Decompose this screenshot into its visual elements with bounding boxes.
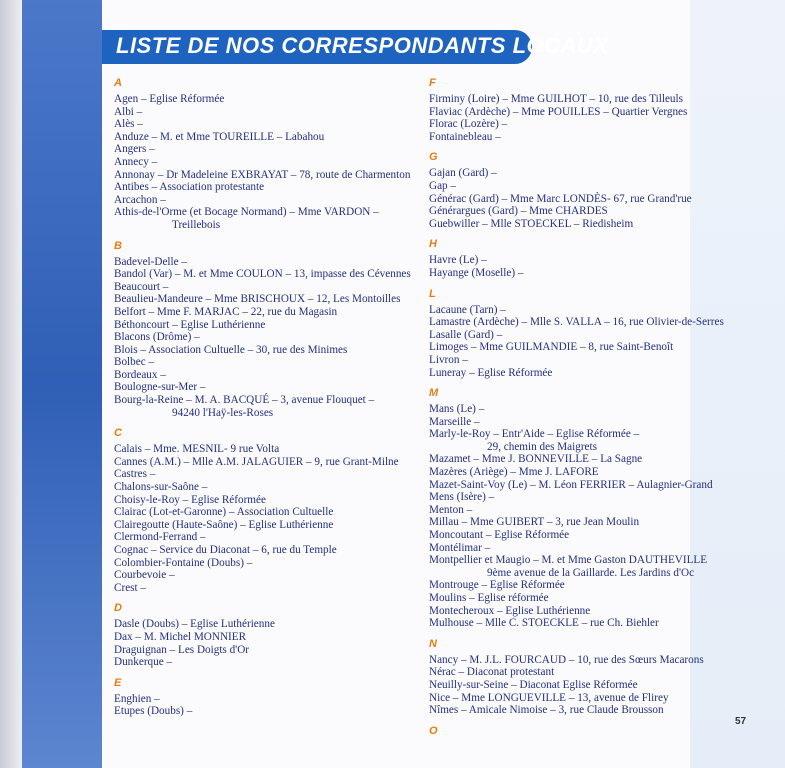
- correspondent-entry-continuation: Treillebois: [172, 218, 221, 231]
- correspondent-entry: Montecheroux – Eglise Luthérienne: [429, 604, 591, 617]
- correspondent-entry: Blois – Association Cultuelle – 30, rue des Minimes: [114, 343, 348, 356]
- page-title: LISTE DE NOS CORRESPONDANTS LOCAUX: [116, 33, 609, 58]
- correspondent-entry: Angers –: [114, 143, 155, 156]
- correspondent-entry: Chalons-sur-Saône –: [114, 481, 208, 494]
- correspondent-entry: Hayange (Moselle) –: [429, 266, 524, 279]
- correspondent-entry: Annecy –: [114, 155, 158, 168]
- correspondent-entry: Beaucourt –: [114, 280, 169, 293]
- correspondent-entry: Clermond-Ferrand –: [114, 531, 206, 544]
- correspondent-entry-continuation: 29, chemin des Maigrets: [487, 440, 597, 453]
- section-letter: M: [429, 387, 439, 400]
- correspondent-entry: Mulhouse – Mlle C. STOECKLE – rue Ch. Biehler: [429, 617, 659, 630]
- section-letter: N: [429, 637, 437, 650]
- correspondent-entry: Beaulieu-Mandeure – Mme BRISCHOUX – 12, Les Montoilles: [114, 293, 401, 306]
- correspondent-entry: Arcachon –: [114, 193, 166, 206]
- section-letter: E: [114, 676, 122, 689]
- correspondent-entry: Alès –: [114, 118, 143, 131]
- correspondent-entry: Montélimar –: [429, 541, 491, 554]
- correspondent-entry: Millau – Mme GUIBERT – 3, rue Jean Moulin: [429, 516, 640, 529]
- page-number: 57: [735, 716, 747, 727]
- section-letter: B: [114, 239, 122, 252]
- left-column: [114, 77, 414, 718]
- correspondent-entry: Lamastre (Ardèche) – Mlle S. VALLA – 16, rue Olivier-de-Serres: [429, 316, 724, 329]
- correspondent-entry: Enghien –: [114, 692, 160, 705]
- correspondent-entry: Bandol (Var) – M. et Mme COULON – 13, impasse des Cévennes: [114, 268, 411, 281]
- section-letter: L: [429, 287, 436, 300]
- correspondent-entry: Boulogne-sur-Mer –: [114, 381, 206, 394]
- section-letter: F: [429, 77, 436, 89]
- correspondent-entry: Nérac – Diaconat protestant: [429, 666, 555, 679]
- correspondent-entry: Montrouge – Eglise Réformée: [429, 579, 565, 592]
- correspondent-entry: Limoges – Mme GUILMANDIE – 8, rue Saint-Benoît: [429, 341, 674, 354]
- correspondent-entry: Colombier-Fontaine (Doubs) –: [114, 556, 253, 569]
- correspondent-entry: Clairac (Lot-et-Garonne) – Association Cultuelle: [114, 506, 334, 519]
- correspondent-entry: Gap –: [429, 179, 457, 192]
- correspondent-entry: Nice – Mme LONGUEVILLE – 13, avenue de Flirey: [429, 691, 669, 704]
- correspondent-entry: Moulins – Eglise réformée: [429, 592, 549, 604]
- correspondent-entry: Bolbec –: [114, 356, 155, 369]
- correspondent-entry: Mazamet – Mme J. BONNEVILLE – La Sagne: [429, 453, 643, 466]
- section-letter: A: [114, 77, 122, 89]
- correspondent-entry: Fontainebleau –: [429, 130, 501, 143]
- correspondent-entry: Neuilly-sur-Seine – Diaconat Eglise Réformée: [429, 678, 638, 691]
- correspondent-entry: Mazères (Ariège) – Mme J. LAFORE: [429, 466, 599, 479]
- correspondent-entry: Dunkerque –: [114, 656, 173, 669]
- correspondent-entry: Draguignan – Les Doigts d'Or: [114, 643, 249, 656]
- correspondent-entry: Antibes – Association protestante: [114, 181, 265, 194]
- correspondent-entry: Albi –: [114, 105, 143, 118]
- correspondent-entry: Badevel-Delle –: [114, 255, 187, 268]
- correspondent-entry: Firminy (Loire) – Mme GUILHOT – 10, rue des Tilleuls: [429, 93, 683, 105]
- section-letter: O: [429, 724, 438, 737]
- correspondent-entry: Florac (Lozère) –: [429, 118, 508, 131]
- correspondent-entry: Blacons (Drôme) –: [114, 331, 200, 344]
- correspondent-entry: Gajan (Gard) –: [429, 167, 497, 180]
- correspondent-entry: Dax – M. Michel MONNIER: [114, 630, 247, 643]
- correspondent-entry: Générac (Gard) – Mme Marc LONDÈS- 67, rue Grand'rue: [429, 192, 692, 205]
- correspondent-entry: Agen – Eglise Réformée: [114, 93, 225, 105]
- correspondent-entry: Crest –: [114, 581, 147, 594]
- section-letter: D: [114, 602, 122, 615]
- right-column: [429, 77, 729, 741]
- correspondent-entry: Choisy-le-Roy – Eglise Réformée: [114, 493, 266, 506]
- correspondent-entry: Athis-de-l'Orme (et Bocage Normand) – Mme VARDON –: [114, 206, 379, 219]
- correspondent-entry: Bordeaux –: [114, 368, 166, 381]
- correspondent-entry: Calais – Mme. MESNIL- 9 rue Volta: [114, 443, 280, 456]
- correspondent-entry: Anduze – M. et Mme TOUREILLE – Labahou: [114, 130, 325, 143]
- blue-margin-stripe: [22, 0, 102, 768]
- correspondent-entry: Guebwiller – Mlle STOECKEL – Riedisheim: [429, 217, 634, 230]
- correspondent-entry: Etupes (Doubs) –: [114, 705, 193, 718]
- correspondent-entry: Dasle (Doubs) – Eglise Luthérienne: [114, 618, 275, 631]
- correspondent-entry: Courbevoie –: [114, 569, 175, 582]
- correspondent-entry-continuation: 9ème avenue de la Gaillarde. Les Jardins d'Oc: [487, 566, 695, 579]
- correspondent-entry: Mens (Isère) –: [429, 491, 495, 504]
- correspondent-entry: Annonay – Dr Madeleine EXBRAYAT – 78, route de Charmenton: [114, 168, 411, 181]
- correspondent-entry: Flaviac (Ardèche) – Mme POUILLES – Quartier Vergnes: [429, 105, 688, 118]
- correspondent-entry: Marly-le-Roy – Entr'Aide – Eglise Réformée –: [429, 428, 640, 441]
- correspondent-entry-continuation: 94240 l'Haÿ-les-Roses: [172, 406, 274, 419]
- correspondent-entry: Lacaune (Tarn) –: [429, 303, 506, 316]
- correspondent-entry: Belfort – Mme F. MARJAC – 22, rue du Magasin: [114, 305, 338, 318]
- correspondent-entry: Montpellier et Maugio – M. et Mme Gaston DAUTHEVILLE: [429, 554, 708, 567]
- correspondent-entry: Menton –: [429, 503, 473, 516]
- correspondent-entry: Luneray – Eglise Réformée: [429, 366, 553, 379]
- correspondent-entry: Béthoncourt – Eglise Luthérienne: [114, 318, 266, 331]
- correspondent-entry: Bourg-la-Reine – M. A. BACQUÉ – 3, avenue Flouquet –: [114, 394, 375, 407]
- correspondent-entry: Nancy – M. J.L. FOURCAUD – 10, rue des Sœurs Macarons: [429, 653, 704, 666]
- correspondent-entry: Livron –: [429, 353, 468, 366]
- correspondent-entry: Marseille –: [429, 415, 480, 428]
- correspondent-entry: Moncoutant – Eglise Réformée: [429, 529, 570, 542]
- section-letter: H: [429, 238, 437, 251]
- correspondent-entry: Mazet-Saint-Voy (Le) – M. Léon FERRIER – Aulagnier-Grand: [429, 478, 713, 491]
- correspondent-entry: Havre (Le) –: [429, 254, 487, 267]
- correspondent-entry: Générargues (Gard) – Mme CHARDES: [429, 205, 608, 218]
- correspondent-entry: Castres –: [114, 468, 156, 481]
- book-spine: [0, 0, 22, 768]
- section-letter: C: [114, 427, 122, 440]
- correspondent-entry: Nîmes – Amicale Nimoise – 3, rue Claude Brousson: [429, 704, 664, 717]
- correspondent-entry: Clairegoutte (Haute-Saône) – Eglise Luthérienne: [114, 518, 334, 531]
- correspondent-entry: Mans (Le) –: [429, 403, 485, 416]
- correspondent-entry: Lasalle (Gard) –: [429, 328, 503, 341]
- correspondent-entry: Cannes (A.M.) – Mlle A.M. JALAGUIER – 9, rue Grant-Milne: [114, 455, 399, 468]
- correspondent-entry: Cognac – Service du Diaconat – 6, rue du Temple: [114, 544, 337, 556]
- section-letter: G: [429, 151, 438, 164]
